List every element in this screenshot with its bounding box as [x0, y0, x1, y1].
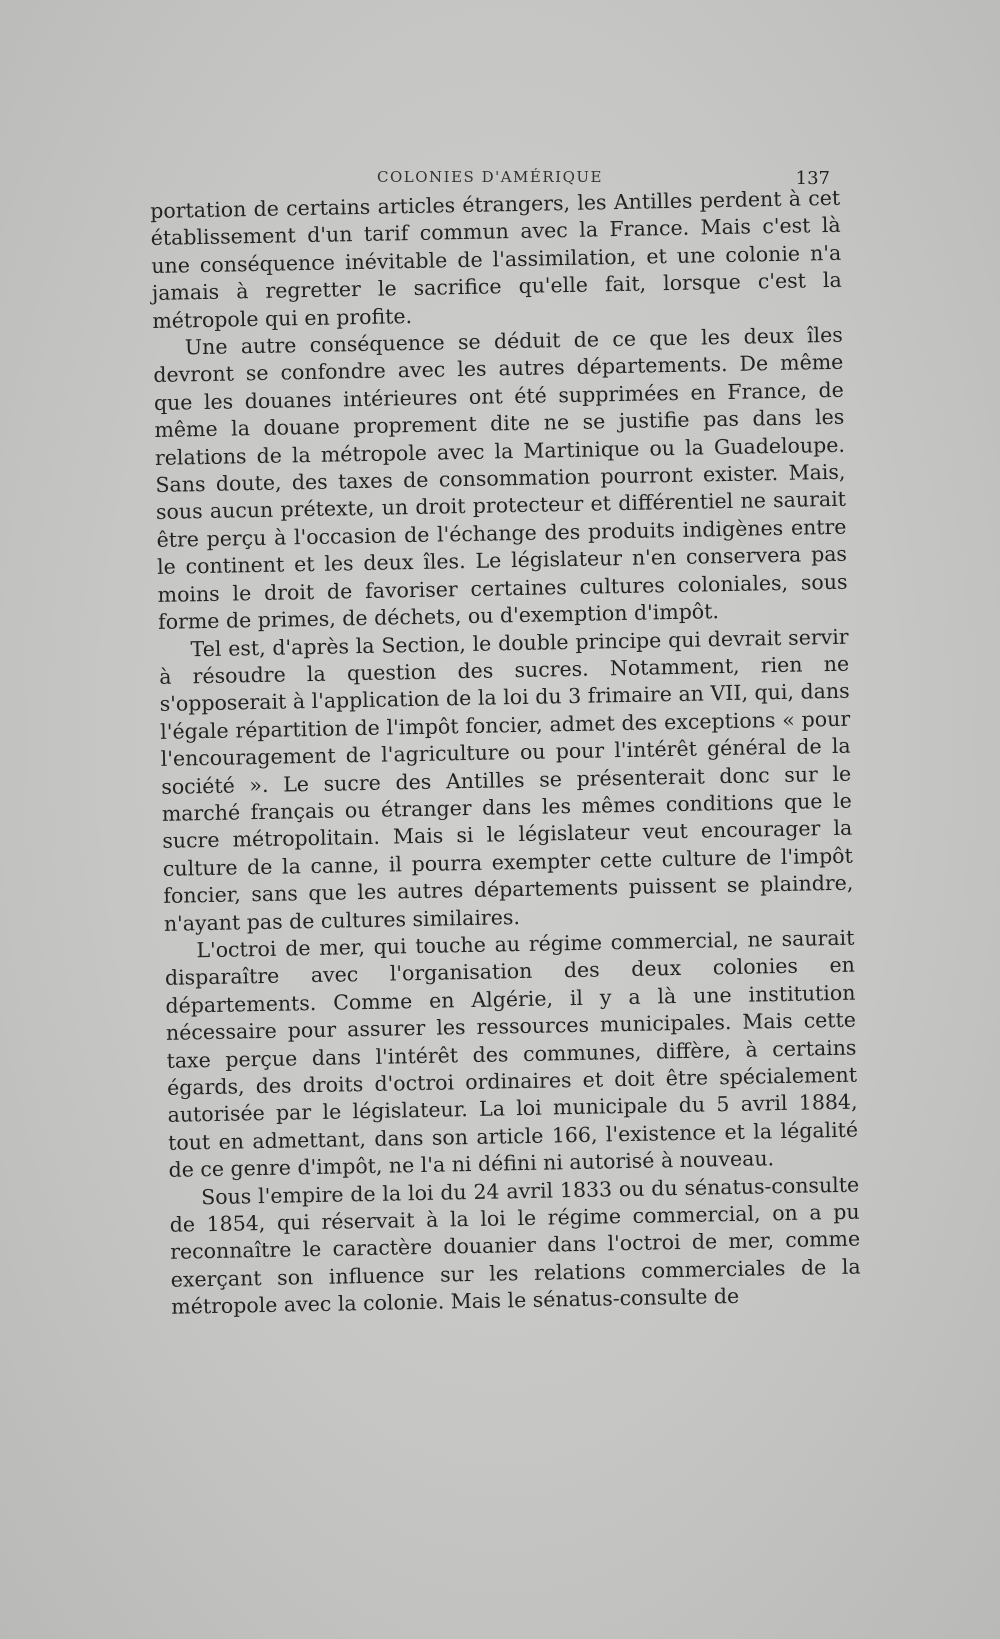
- paragraph: portation de certains articles étrangers, les Antilles perdent à cet établissement d'un tarif commun avec la France. Mais c'est là une conséquence inévitable de l'assimilation, et une colonie n'a jamais à regretter le sacrifice qu'elle fait, lorsque c'est la métropole qui en profite.: [150, 185, 842, 333]
- body-text: [150, 185, 861, 1322]
- paragraph: Tel est, d'après la Section, le double principe qui devrait servir à résoudre la question des sucres. Notamment, rien ne s'opposerait à l'application de la loi du 3 frimaire an VII, qui, dans l'égale répartition de l'impôt foncier, admet des exceptions « pour l'encouragement de l'agriculture ou pour l'intérêt général de la société ». Le sucre des Antilles se présenterait donc sur le marché français ou étranger dans les mêmes conditions que le sucre métropolitain. Mais si le législateur veut encourager la culture de la canne, il pourra exempter cette culture de l'impôt foncier, sans que les autres départements puissent se plaindre, n'ayant pas de cultures similaires.: [158, 624, 854, 936]
- running-title: COLONIES D'AMÉRIQUE: [377, 168, 603, 186]
- paragraph: Sous l'empire de la loi du 24 avril 1833 ou du sénatus-consulte de 1854, qui réservait à la loi le régime commercial, on a pu reconnaître le caractère douanier dans l'octroi de mer, comme exerçant son influence sur les relations commerciales de la métropole avec la colonie. Mais le sénatus-consulte de: [169, 1172, 861, 1320]
- paragraph: Une autre conséquence se déduit de ce que les deux îles devront se confondre avec les autres départements. De même que les douanes intérieures ont été supprimées en France, de même la douane proprement dite ne se justifie pas dans les relations de la métropole avec la Martinique ou la Guadeloupe. Sans doute, des taxes de consommation pourront exister. Mais, sous aucun prétexte, un droit protecteur et différentiel ne saurait être perçu à l'occasion de l'échange des produits indigènes entre le continent et les deux îles. Le législateur n'en conservera pas moins le droit de favoriser certaines cultures coloniales, sous forme de primes, de déchets, ou d'exemption d'impôt.: [153, 322, 848, 635]
- page-header: [150, 168, 830, 189]
- page-number: 137: [795, 168, 830, 189]
- paragraph: L'octroi de mer, qui touche au régime commercial, ne saurait disparaître avec l'organisation des deux colonies en départements. Comme en Algérie, il y a là une institution nécessaire pour assurer les ressources municipales. Mais cette taxe perçue dans l'intérêt des communes, diffère, à certains égards, des droits d'octroi ordinaires et doit être spécialement autorisée par le législateur. La loi municipale du 5 avril 1884, tout en admettant, dans son article 166, l'existence et la légalité de ce genre d'impôt, ne l'a ni défini ni autorisé à nouveau.: [164, 925, 859, 1183]
